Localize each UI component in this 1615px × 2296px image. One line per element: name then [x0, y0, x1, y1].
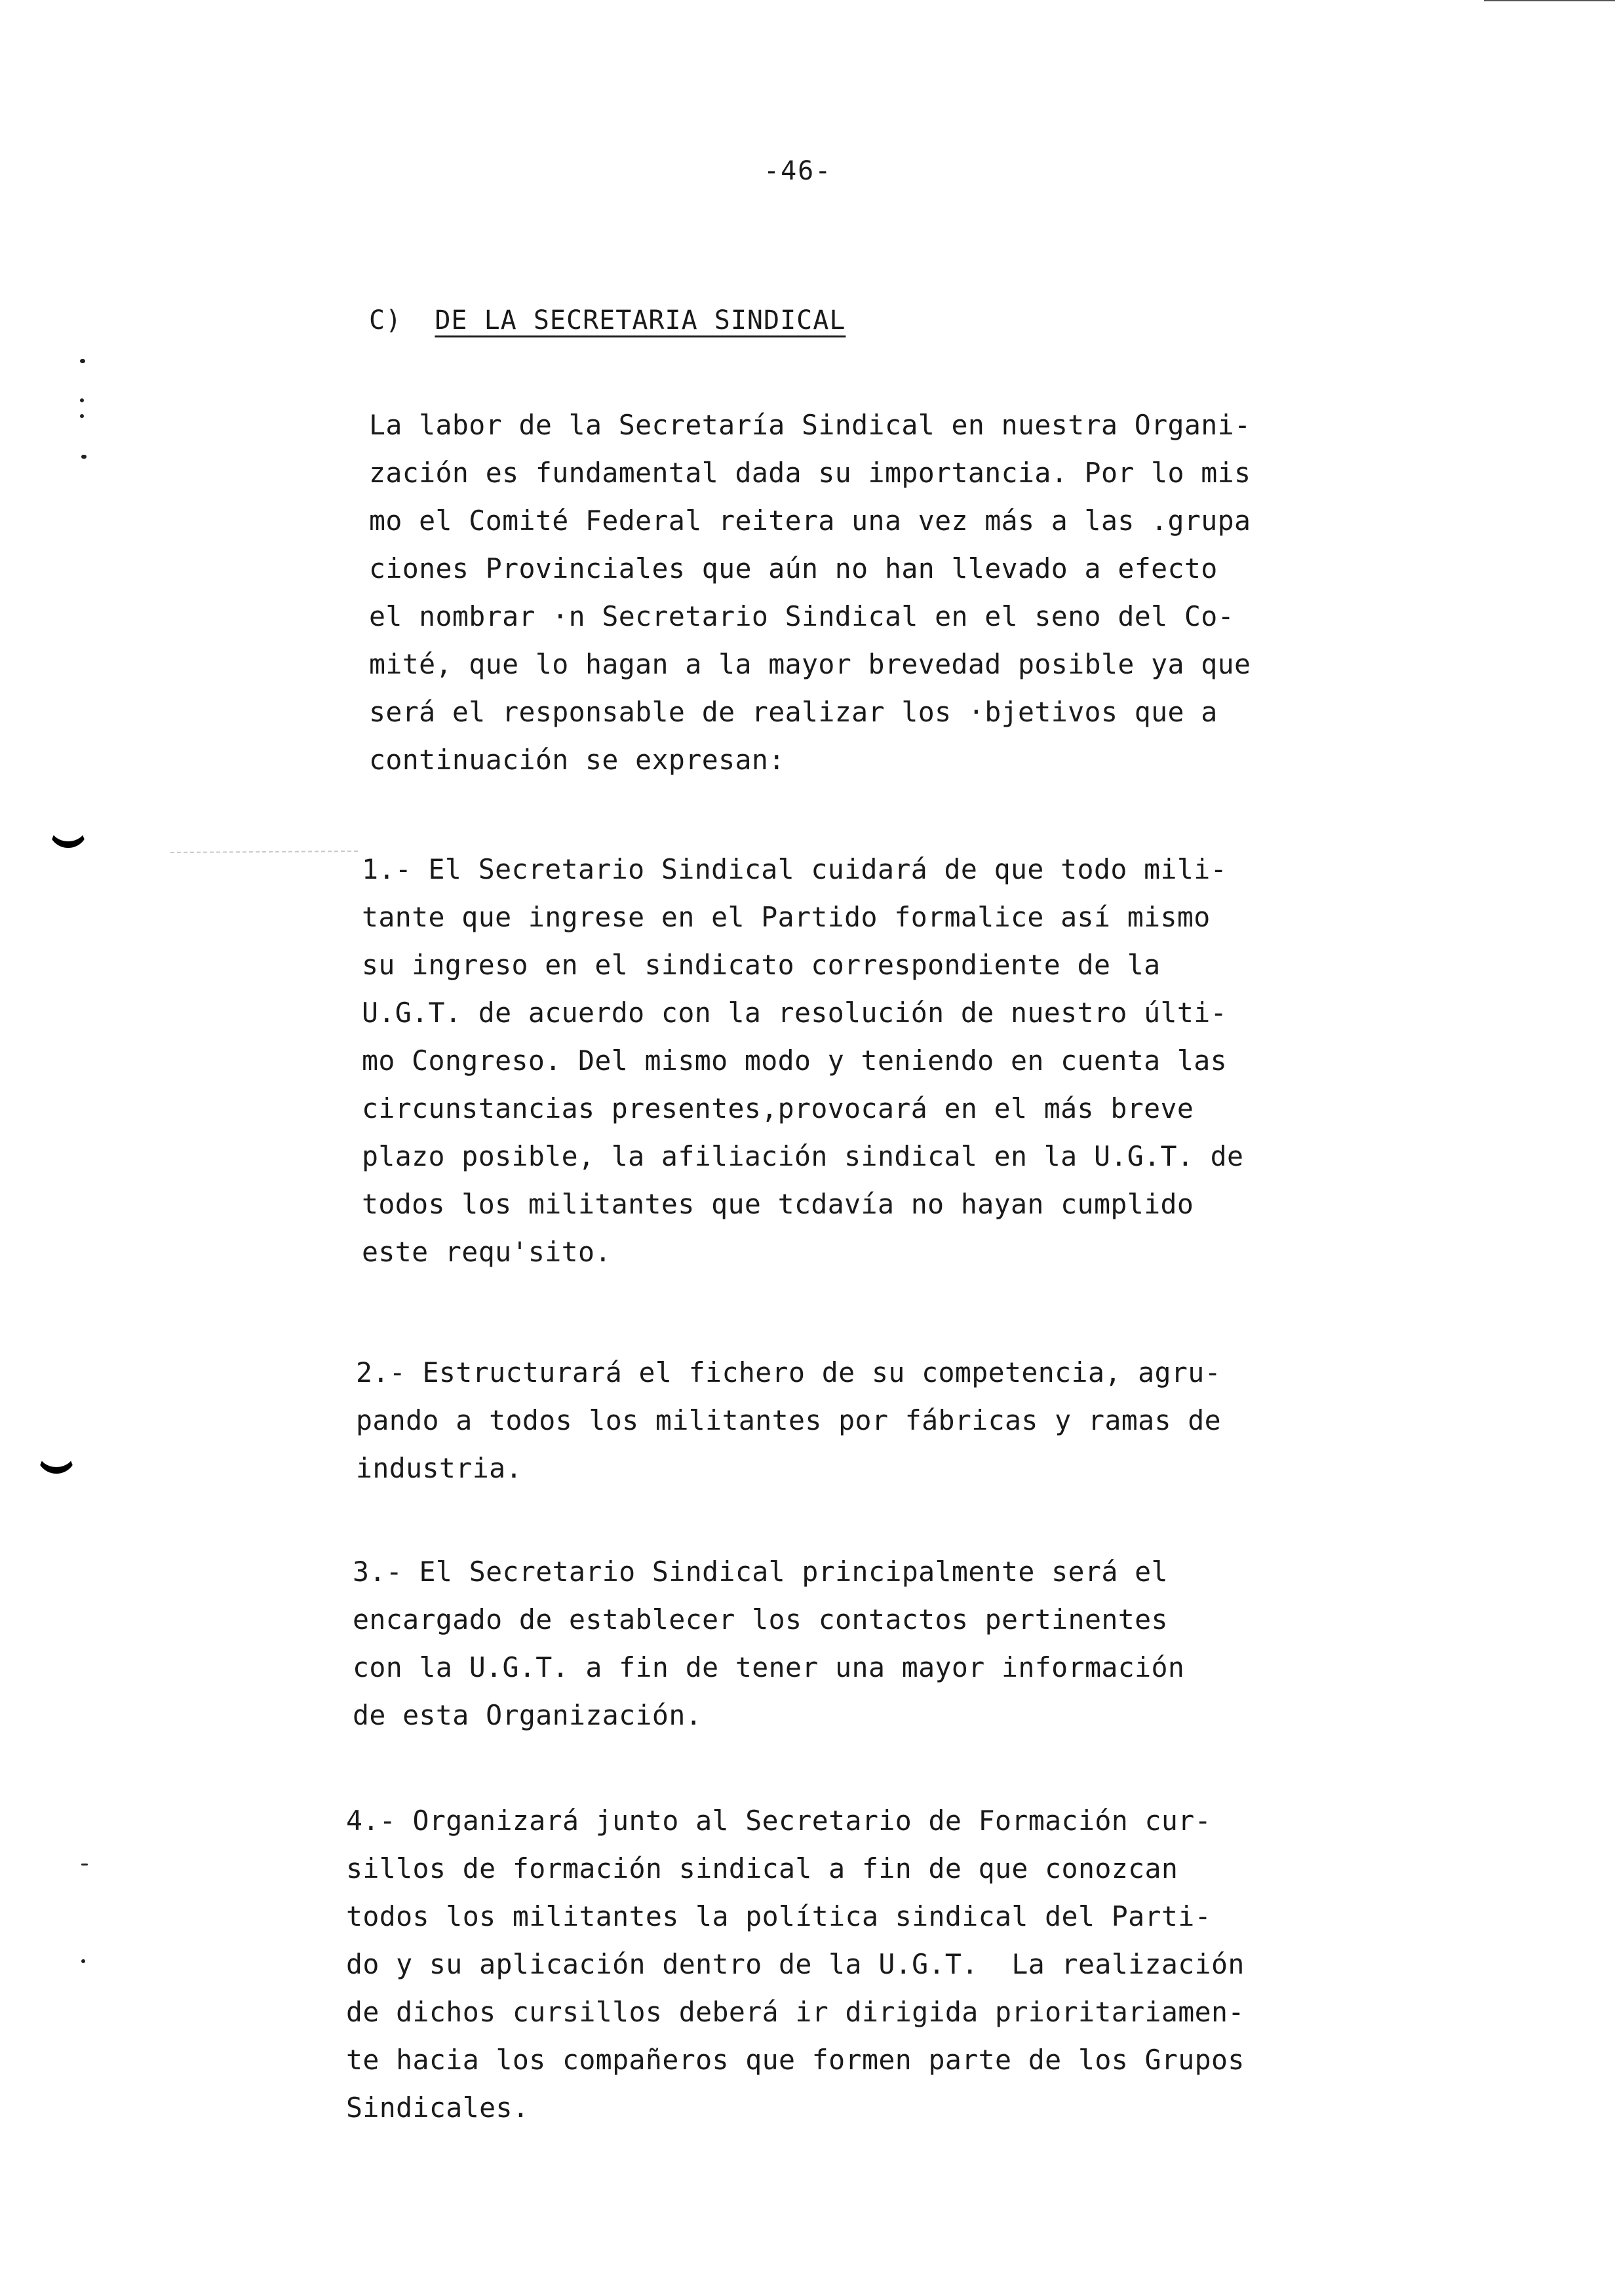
scan-speck [81, 455, 87, 459]
scan-speck [80, 414, 84, 418]
text-line: circunstancias presentes,provocará en el más breve [362, 1092, 1194, 1124]
section-letter: C) [369, 305, 402, 335]
text-line: será el responsable de realizar los ·bjetivos que a [369, 696, 1218, 728]
scan-speck [81, 1864, 88, 1866]
text-line: 1.- El Secretario Sindical cuidará de que todo mili- [362, 853, 1228, 885]
section-title: DE LA SECRETARIA SINDICAL [435, 305, 846, 335]
binder-hole-mark [49, 819, 88, 848]
text-line: de dichos cursillos deberá ir dirigida prioritariamen- [346, 1996, 1245, 2028]
scan-speck [80, 359, 85, 363]
text-line: La labor de la Secretaría Sindical en nuestra Organi- [369, 409, 1251, 441]
text-line: su ingreso en el sindicato correspondiente de la [362, 949, 1161, 981]
list-item-3 [353, 1548, 1184, 1739]
text-line: U.G.T. de acuerdo con la resolución de nuestro últi- [362, 997, 1228, 1029]
list-item-2 [356, 1349, 1221, 1492]
text-line: Sindicales. [346, 2092, 530, 2124]
text-line: mo el Comité Federal reitera una vez más a las .grupa [369, 505, 1251, 537]
scan-speck [80, 398, 84, 402]
text-line: con la U.G.T. a fin de tener una mayor información [353, 1651, 1185, 1683]
text-line: plazo posible, la afiliación sindical en la U.G.T. de [362, 1140, 1244, 1172]
text-line: do y su aplicación dentro de la U.G.T. La realización [346, 1948, 1245, 1980]
text-line: todos los militantes que tcdavía no hayan cumplido [362, 1188, 1194, 1220]
intro-paragraph [369, 401, 1251, 784]
binder-hole-mark [37, 1445, 76, 1474]
scan-speck [81, 1959, 85, 1963]
text-line: continuación se expresan: [369, 744, 785, 776]
text-line: de esta Organización. [353, 1699, 703, 1731]
text-line: 3.- El Secretario Sindical principalmente será el [353, 1556, 1168, 1588]
text-line: el nombrar ·n Secretario Sindical en el seno del Co- [369, 600, 1235, 632]
text-line: tante que ingrese en el Partido formalice así mismo [362, 901, 1211, 933]
top-edge-rule [1484, 0, 1615, 1]
text-line: encargado de establecer los contactos pertinentes [353, 1603, 1168, 1636]
text-line: este requ'sito. [362, 1236, 612, 1268]
page-number: -46- [764, 156, 832, 186]
text-line: 2.- Estructurará el fichero de su competencia, agru- [356, 1356, 1222, 1388]
text-line: ciones Provinciales que aún no han llevado a efecto [369, 552, 1218, 584]
text-line: te hacia los compañeros que formen parte de los Grupos [346, 2044, 1245, 2076]
text-line: zación es fundamental dada su importancia. Por lo mis [369, 457, 1251, 489]
faint-bleed-through [144, 835, 367, 862]
text-line: industria. [356, 1452, 522, 1484]
list-item-1 [362, 845, 1243, 1276]
text-line: mo Congreso. Del mismo modo y teniendo en cuenta las [362, 1044, 1228, 1077]
text-line: pando a todos los militantes por fábricas y ramas de [356, 1404, 1222, 1436]
text-line: sillos de formación sindical a fin de que conozcan [346, 1852, 1178, 1885]
text-line: 4.- Organizará junto al Secretario de Formación cur- [346, 1805, 1212, 1837]
text-line: todos los militantes la política sindical del Parti- [346, 1900, 1212, 1932]
text-line: mité, que lo hagan a la mayor brevedad posible ya que [369, 648, 1251, 680]
section-heading [369, 305, 846, 335]
list-item-4 [346, 1797, 1245, 2132]
